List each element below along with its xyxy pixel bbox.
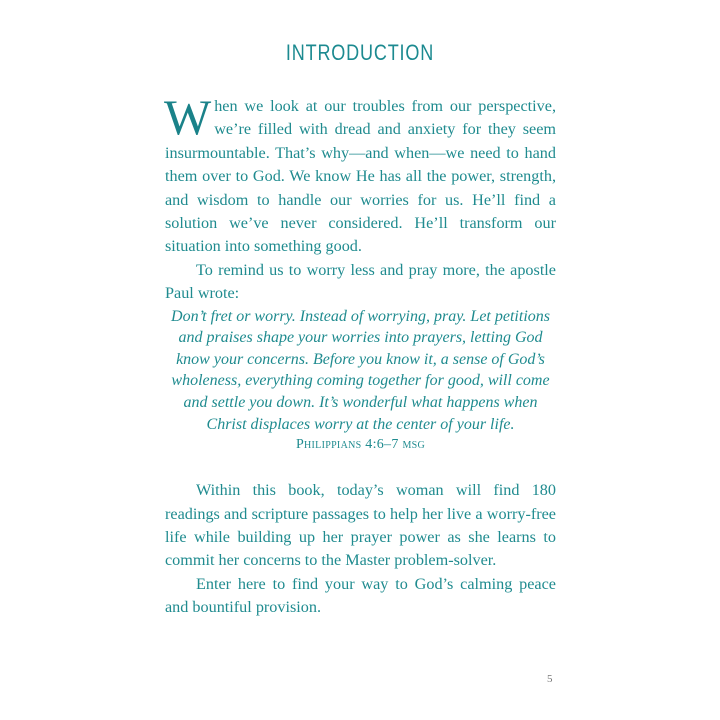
intro-paragraph-1 xyxy=(164,89,556,259)
closing-paragraph-1: Within this book, today’s woman will find 180 readings and scripture passages to help her live a worry-free life while building up her prayer power as she learns to commit her concerns to the Master problem-solver. xyxy=(165,481,556,570)
page-body xyxy=(164,89,556,620)
page-title: INTRODUCTION xyxy=(285,40,435,65)
closing-paragraph-2: Enter here to find your way to God’s calming peace and bountiful provision. xyxy=(165,574,556,617)
intro-paragraph-1-text: hen we look at our troubles from our perspective, we’re filled with dread and anxiety for they seem insurmountable. That’s why—and when—we need to hand them over to God. We know He has all the power, strength, and wisdom to handle our worries for us. He’ll find a solution we’ve never considered. He’ll transform our situation into something good. xyxy=(165,97,556,256)
scripture-quote: Don’t fret or worry. Instead of worrying, pray. Let petitions and praises shape your worries into prayers, letting God know your concerns. Before you know it, a sense of God’s wholeness, everything coming together for good, will come and settle you down. It’s wonderful what happens when Christ displaces worry at the center of your life. xyxy=(171,307,550,433)
spacer xyxy=(165,455,556,479)
drop-cap: W xyxy=(164,89,212,145)
intro-paragraph-2: To remind us to worry less and pray more, the apostle Paul wrote: xyxy=(165,260,556,303)
page-number: 5 xyxy=(547,673,553,685)
scripture-reference: Philippians 4:6–7 msg xyxy=(295,437,426,453)
